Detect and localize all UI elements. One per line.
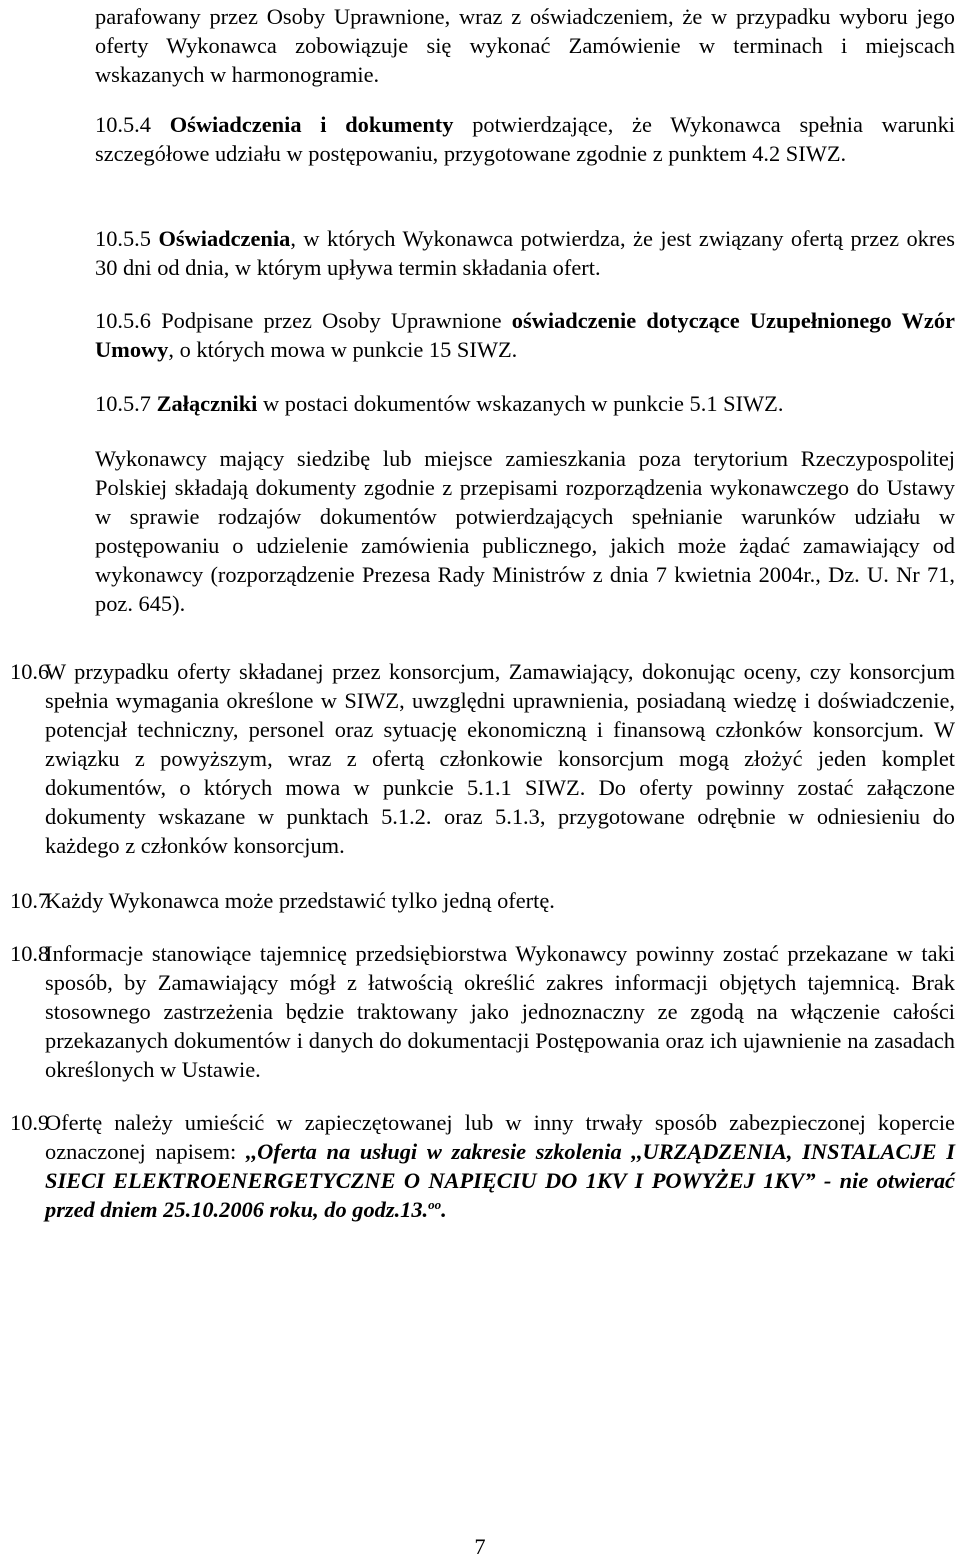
- section-10-6: [10, 657, 955, 860]
- section-number: 10.5.6: [95, 308, 151, 333]
- bold-term: Załączniki: [156, 391, 258, 416]
- section-10-8: [10, 939, 955, 1084]
- intro-paragraph: [95, 2, 955, 89]
- section-10-5-4: [95, 110, 955, 168]
- bold-term: Oświadczenia i dokumenty: [169, 112, 454, 137]
- section-number: 10.5.4: [95, 112, 151, 137]
- section-10-7: [10, 886, 955, 915]
- section-10-5-7: [95, 389, 955, 418]
- section-number: 10.8: [10, 941, 50, 966]
- section-pre-text: Podpisane przez Osoby Uprawnione: [161, 308, 502, 333]
- section-number: 10.9: [10, 1110, 50, 1135]
- section-number: 10.7: [10, 888, 50, 913]
- closing-period: .: [441, 1197, 447, 1222]
- section-text: Każdy Wykonawca może przedstawić tylko jedną ofertę.: [45, 888, 555, 913]
- section-text: W przypadku oferty składanej przez konsorcjum, Zamawiający, dokonując oceny, czy konsorcjum spełnia wymagania określone w SIWZ, uwzględni uprawnienia, posiadaną wiedzę i doświadczenie, potencjał techniczny, personel oraz sytuację ekonomiczną i finansową członków konsorcjum. W związku z powyższym, wraz z ofertą członkowie konsorcjum mogą złożyć jeden komplet dokumentów, o których mowa w punkcie 5.1.1 SIWZ. Do oferty powinny zostać załączone dokumenty wskazane w punktach 5.1.2. oraz 5.1.3, przygotowane odrębnie w odniesieniu do każdego z członków konsorcjum.: [45, 659, 955, 858]
- section-text: w postaci dokumentów wskazanych w punkcie 5.1 SIWZ.: [262, 391, 784, 416]
- section-number: 10.5.5: [95, 226, 151, 251]
- intro-text: parafowany przez Osoby Uprawnione, wraz z oświadczeniem, że w przypadku wyboru jego oferty Wykonawca zobowiązuje się wykonać Zamówienie w terminach i miejscach wskazanych w harmonogramie.: [95, 4, 955, 87]
- section-text: , o których mowa w punkcie 15 SIWZ.: [168, 337, 518, 362]
- time-superscript: oo: [428, 1197, 442, 1212]
- section-10-9: [10, 1108, 955, 1224]
- section-text: Ofertę należy umieścić w zapieczętowanej lub w inny trwały sposób zabezpieczonej kopercie oznaczonej napisem:: [45, 1110, 955, 1164]
- bold-term: oświadczenie dotyczące Uzupełnionego Wzór Umowy: [95, 308, 955, 362]
- section-body: [45, 657, 955, 860]
- envelope-label-text: ,,Oferta na usługi w zakresie szkolenia ,,URZĄDZENIA, INSTALACJE I SIECI ELEKTROENERGETYCZNE O NAPIĘCIU DO 1KV I POWYŻEJ 1KV” - nie otwierać przed dniem 25.10.2006 roku, do godz.13.: [45, 1139, 955, 1222]
- section-text: potwierdzające, że Wykonawca spełnia warunki szczegółowe udziału w postępowaniu, przygotowane zgodnie z punktem 4.2 SIWZ.: [95, 112, 955, 166]
- foreign-contractors-paragraph: [95, 444, 955, 618]
- section-text: , w których Wykonawca potwierdza, że jest związany ofertą przez okres 30 dni od dnia, w którym upływa termin składania ofert.: [95, 226, 955, 280]
- section-number: 10.5.7: [95, 391, 151, 416]
- paragraph-text: Wykonawcy mający siedzibę lub miejsce zamieszkania poza terytorium Rzeczypospolitej Polskiej składają dokumenty zgodnie z przepisami rozporządzenia wykonawczego do Ustawy w sprawie rodzajów dokumentów potwierdzających spełnianie warunków udziału w postępowaniu o udzielenie zamówienia publicznego, jakich może żądać zamawiający od wykonawcy (rozporządzenie Prezesa Rady Ministrów z dnia 7 kwietnia 2004r., Dz. U. Nr 71, poz. 645).: [95, 446, 955, 616]
- section-body: [45, 939, 955, 1084]
- section-body: [45, 886, 955, 915]
- section-10-5-6: [95, 306, 955, 364]
- bold-term: Oświadczenia: [158, 226, 291, 251]
- section-number: 10.6: [10, 659, 50, 684]
- section-10-5-5: [95, 224, 955, 282]
- section-text: Informacje stanowiące tajemnicę przedsiębiorstwa Wykonawcy powinny zostać przekazane w taki sposób, by Zamawiający mógł z łatwością określić zakres informacji objętych tajemnicą. Brak stosownego zastrzeżenia będzie traktowany jako jednoznaczny ze zgodą na włączenie całości przekazanych dokumentów i danych do dokumentacji Postępowania oraz ich ujawnienie na zasadach określonych w Ustawie.: [45, 941, 955, 1082]
- section-body: [45, 1108, 955, 1224]
- page-number: 7: [474, 1534, 486, 1559]
